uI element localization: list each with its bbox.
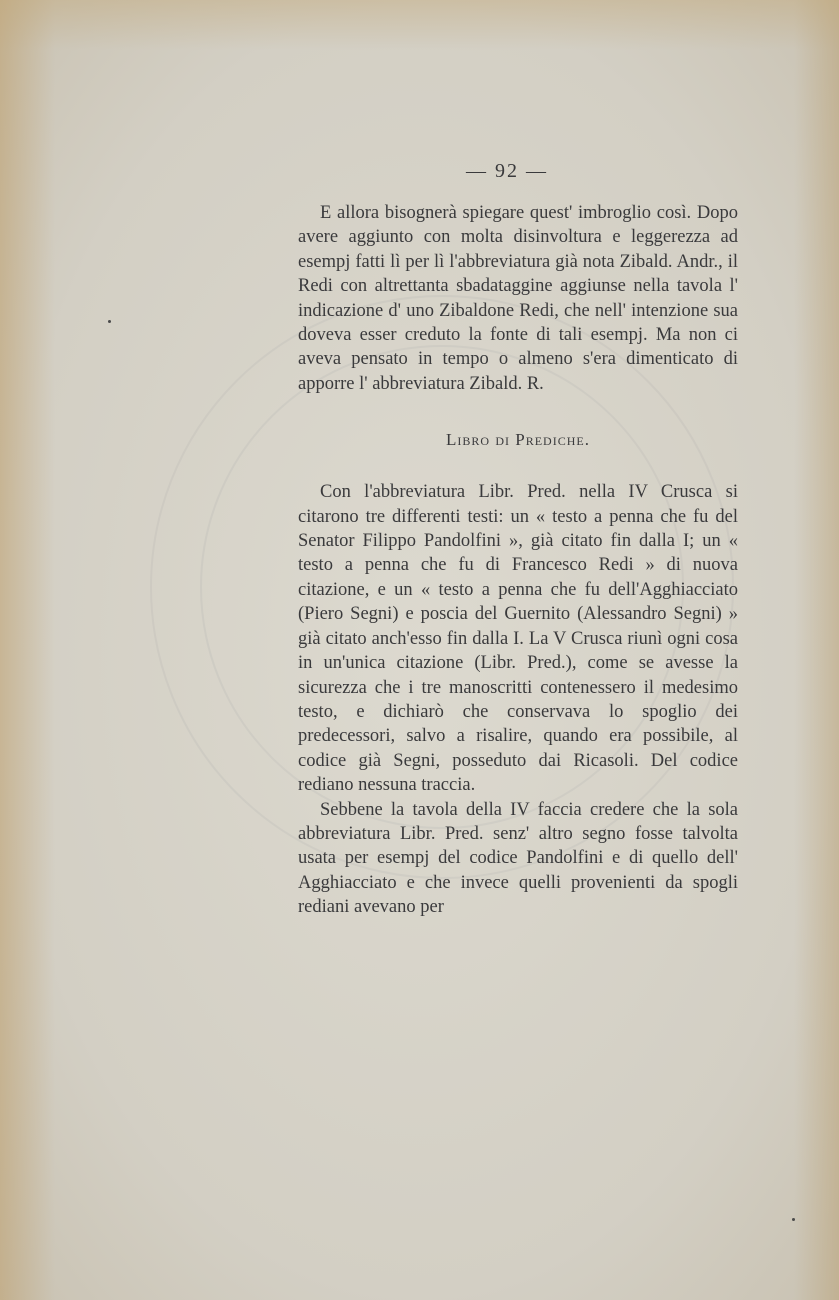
section-heading-text: Libro di Prediche. <box>446 430 590 450</box>
paper-speck <box>792 1218 795 1221</box>
section-heading <box>298 430 738 450</box>
paragraph: Con l'abbreviatura Libr. Pred. nella IV Crusca si citarono tre differenti testi: un « testo a penna che fu del Senator Filippo Pandolfini », già citato fin dalla I; un « testo a penna che fu di Francesco Redi » di nuova citazione, e un « testo a penna che fu dell'Agghiacciato (Piero Segni) e poscia del Guernito (Alessandro Segni) » già citato anch'esso fin dalla I. La V Crusca riunì ogni cosa in un'unica citazione (Libr. Pred.), come se avesse la sicurezza che i tre manoscritti contenessero il medesimo testo, e dichiarò che conservava lo spoglio dei predecessori, salvo a risalire, quando era possibile, al codice già Segni, posseduto dai Ricasoli. Del codice rediano nessuna traccia. <box>298 482 738 796</box>
paper-speck <box>108 320 111 323</box>
page-edge-stain-right <box>794 0 839 1300</box>
page-edge-stain-left <box>0 0 55 1300</box>
text-block <box>298 160 738 920</box>
paragraph: E allora bisognerà spiegare quest' imbroglio così. Dopo avere aggiunto con molta disinvoltura e leggerezza ad esempj fatti lì per lì l'abbreviatura già nota Zibald. Andr., il Redi con altrettanta sbadataggine aggiunse nella tavola l' indicazione d' uno Zibaldone Redi, che nell' intenzione sua doveva esser creduto la fonte di tali esempj. Ma non ci aveva pensato in tempo o almeno s'era dimenticato di apporre l' abbreviatura Zibald. R. <box>298 203 738 394</box>
page-edge-stain-top <box>0 0 839 50</box>
paragraph: Sebbene la tavola della IV faccia credere che la sola abbreviatura Libr. Pred. senz' altro segno fosse talvolta usata per esempj del codice Pandolfini e di quello dell' Agghiacciato e che invece quelli provenienti da spogli rediani avevano per <box>298 799 738 918</box>
page-number: — 92 — <box>466 160 548 182</box>
